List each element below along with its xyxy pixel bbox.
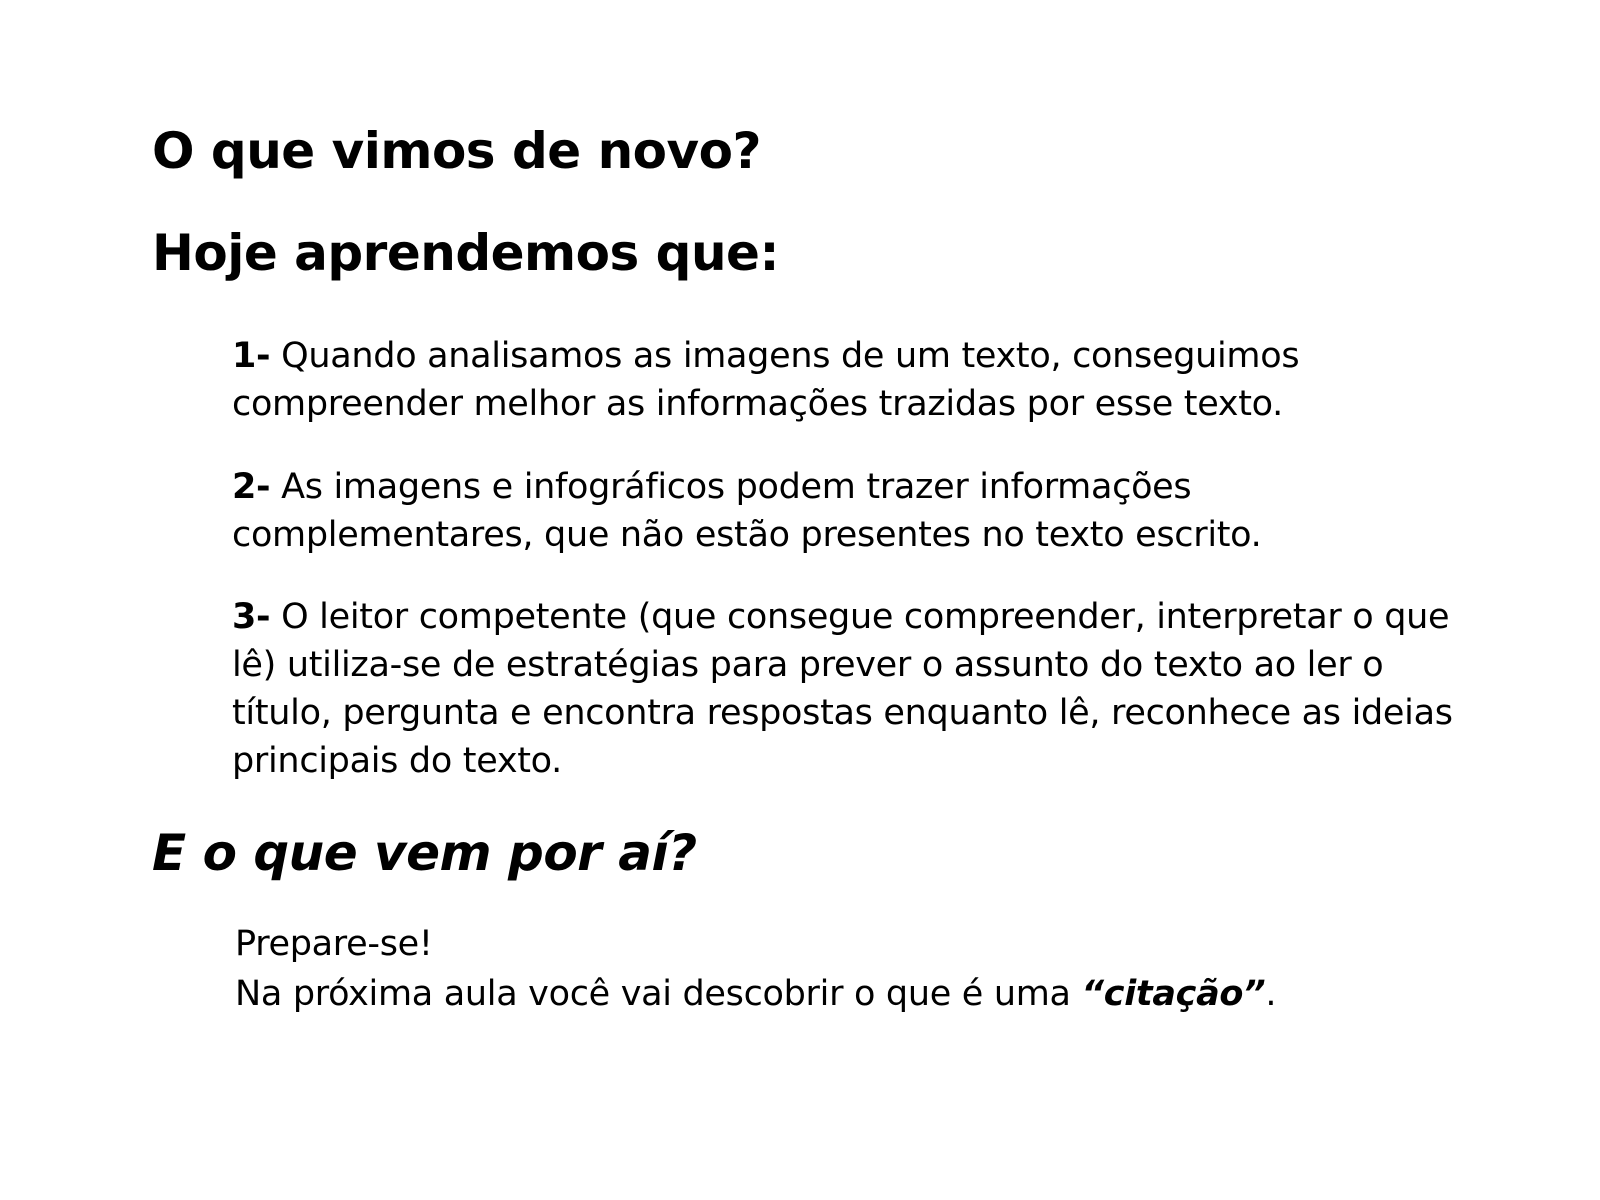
- citation-term: “citação”: [1081, 974, 1266, 1014]
- next-heading: E o que vem por aí?: [152, 824, 697, 882]
- item-number: 1-: [232, 336, 271, 376]
- next-lesson-suffix: .: [1265, 974, 1277, 1014]
- next-lesson-prefix: Na próxima aula você vai descobrir o que é uma: [235, 974, 1082, 1014]
- next-lesson-text: [235, 919, 1495, 1019]
- prepare-line: Prepare-se!: [235, 924, 433, 964]
- item-text: As imagens e infográficos podem trazer informações complementares, que não estão presentes no texto escrito.: [232, 467, 1262, 555]
- item-text: Quando analisamos as imagens de um texto, conseguimos compreender melhor as informações trazidas por esse texto.: [232, 336, 1300, 424]
- learned-heading: Hoje aprendemos que:: [152, 224, 779, 282]
- item-number: 2-: [232, 467, 271, 507]
- next-lesson-line: [235, 969, 1495, 1019]
- item-text: O leitor competente (que consegue compreender, interpretar o que lê) utiliza-se de estratégias para prever o assunto do texto ao ler o título, pergunta e encontra respostas enquanto lê, reconhece as ideias principais do texto.: [232, 597, 1453, 781]
- list-item: [232, 593, 1492, 785]
- list-item: [232, 463, 1492, 559]
- item-number: 3-: [232, 597, 271, 637]
- list-item: [232, 332, 1492, 428]
- review-heading: O que vimos de novo?: [152, 122, 761, 180]
